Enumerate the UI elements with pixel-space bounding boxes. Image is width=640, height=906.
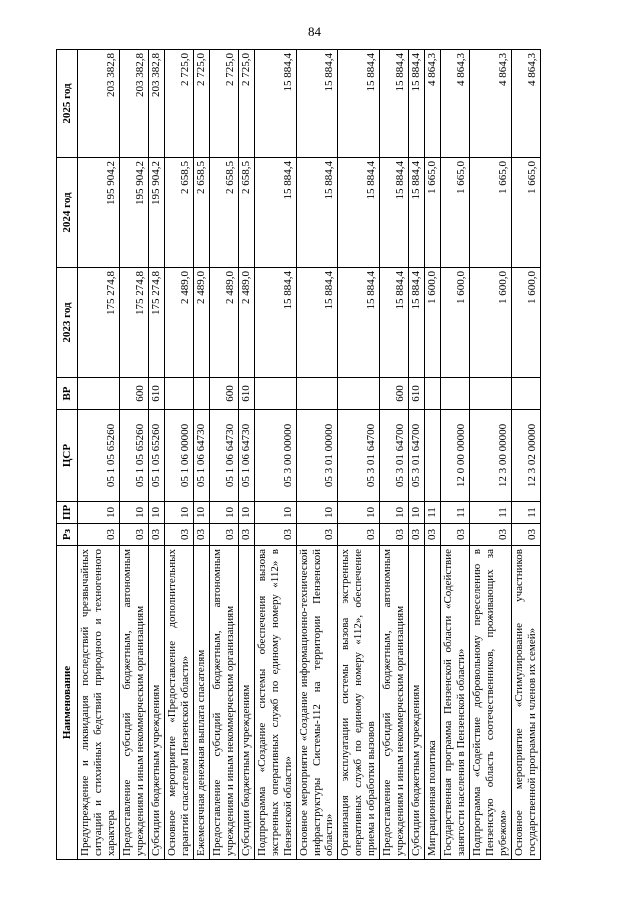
- page-number: 84: [308, 24, 321, 39]
- cell-csr: 05 1 05 65260: [148, 410, 164, 502]
- cell-vr: [164, 378, 193, 410]
- cell-2023: 2 489,0: [164, 268, 193, 378]
- cell-2023: 1 600,0: [512, 268, 541, 378]
- cell-2023: 15 884,4: [409, 268, 425, 378]
- cell-name: Субсидии бюджетным учреждениям: [238, 546, 254, 860]
- cell-rz: 03: [441, 524, 470, 546]
- cell-name: Субсидии бюджетным учреждениям: [148, 546, 164, 860]
- header-name: Наименование: [57, 546, 78, 860]
- cell-2024: 195 904,2: [119, 158, 148, 268]
- table-row: [209, 50, 238, 860]
- cell-vr: [338, 378, 380, 410]
- cell-2025: 4 864,3: [470, 50, 512, 158]
- cell-pr: 10: [164, 502, 193, 524]
- cell-2024: 2 658,5: [164, 158, 193, 268]
- cell-csr: 05 1 06 64730: [209, 410, 238, 502]
- cell-2024: 2 658,5: [238, 158, 254, 268]
- cell-csr: [425, 410, 441, 502]
- cell-rz: 03: [409, 524, 425, 546]
- cell-2025: 2 725,0: [238, 50, 254, 158]
- cell-2023: 2 489,0: [193, 268, 209, 378]
- cell-pr: 10: [78, 502, 120, 524]
- cell-csr: 05 1 05 65260: [119, 410, 148, 502]
- cell-2024: 15 884,4: [380, 158, 409, 268]
- cell-pr: 10: [338, 502, 380, 524]
- cell-name: Ежемесячная денежная выплата спасателям: [193, 546, 209, 860]
- cell-vr: 610: [409, 378, 425, 410]
- cell-csr: 05 1 05 65260: [78, 410, 120, 502]
- cell-vr: 610: [238, 378, 254, 410]
- cell-2023: 175 274,8: [148, 268, 164, 378]
- cell-vr: [512, 378, 541, 410]
- cell-vr: 600: [380, 378, 409, 410]
- cell-2024: 2 658,5: [193, 158, 209, 268]
- cell-vr: [296, 378, 338, 410]
- cell-pr: 10: [193, 502, 209, 524]
- cell-rz: 03: [470, 524, 512, 546]
- cell-2023: 15 884,4: [338, 268, 380, 378]
- cell-rz: 03: [254, 524, 296, 546]
- cell-name: Организация эксплуатации системы вызова экстренных оперативных служб по единому номеру «112», обеспечение приема и обработки вызовов: [338, 546, 380, 860]
- cell-vr: 600: [119, 378, 148, 410]
- cell-name: Предоставление субсидий бюджетным, автономным учреждениям и иным некоммерческим организациям: [380, 546, 409, 860]
- cell-name: Предупреждение и ликвидация последствий чрезвычайных ситуаций и стихийных бедствий природного и техногенного характера: [78, 546, 120, 860]
- header-2025: 2025 год: [57, 50, 78, 158]
- cell-2025: 15 884,4: [296, 50, 338, 158]
- cell-vr: 600: [209, 378, 238, 410]
- cell-pr: 10: [148, 502, 164, 524]
- cell-vr: [470, 378, 512, 410]
- cell-pr: 11: [512, 502, 541, 524]
- cell-rz: 03: [164, 524, 193, 546]
- cell-pr: 10: [238, 502, 254, 524]
- cell-pr: 10: [254, 502, 296, 524]
- cell-rz: 03: [425, 524, 441, 546]
- cell-pr: 10: [409, 502, 425, 524]
- cell-rz: 03: [193, 524, 209, 546]
- cell-csr: 05 1 06 00000: [164, 410, 193, 502]
- cell-csr: 05 3 01 64700: [380, 410, 409, 502]
- cell-2025: 203 382,8: [148, 50, 164, 158]
- header-rz: Рз: [57, 524, 78, 546]
- cell-2023: 175 274,8: [119, 268, 148, 378]
- cell-name: Предоставление субсидий бюджетным, автономным учреждениям и иным некоммерческим организациям: [119, 546, 148, 860]
- cell-rz: 03: [512, 524, 541, 546]
- cell-csr: 05 3 00 00000: [254, 410, 296, 502]
- cell-2023: 175 274,8: [78, 268, 120, 378]
- cell-2023: 1 600,0: [425, 268, 441, 378]
- table-row: [338, 50, 380, 860]
- table-row: [296, 50, 338, 860]
- table-header-row: [57, 50, 78, 860]
- header-vr: ВР: [57, 378, 78, 410]
- cell-name: Подпрограмма «Создание системы обеспечения вызова экстренных оперативных служб по единому номеру «112» в Пензенской области»: [254, 546, 296, 860]
- cell-vr: 610: [148, 378, 164, 410]
- cell-pr: 10: [380, 502, 409, 524]
- cell-pr: 10: [209, 502, 238, 524]
- header-2023: 2023 год: [57, 268, 78, 378]
- cell-rz: 03: [78, 524, 120, 546]
- cell-2024: 15 884,4: [254, 158, 296, 268]
- cell-2024: 1 665,0: [425, 158, 441, 268]
- cell-name: Основное мероприятие «Стимулирование участников государственной программы и членов их семей»: [512, 546, 541, 860]
- table-body: [78, 50, 541, 860]
- table-row: [470, 50, 512, 860]
- cell-rz: 03: [338, 524, 380, 546]
- table-row: [425, 50, 441, 860]
- cell-2024: 1 665,0: [470, 158, 512, 268]
- table-row: [441, 50, 470, 860]
- table-row: [238, 50, 254, 860]
- cell-vr: [425, 378, 441, 410]
- cell-pr: 11: [470, 502, 512, 524]
- cell-vr: [193, 378, 209, 410]
- cell-2025: 2 725,0: [164, 50, 193, 158]
- table-row: [193, 50, 209, 860]
- cell-2025: 203 382,8: [119, 50, 148, 158]
- table-row: [254, 50, 296, 860]
- table-row: [119, 50, 148, 860]
- cell-2024: 195 904,2: [78, 158, 120, 268]
- cell-name: Субсидии бюджетным учреждениям: [409, 546, 425, 860]
- cell-2023: 15 884,4: [296, 268, 338, 378]
- header-pr: ПР: [57, 502, 78, 524]
- cell-2023: 15 884,4: [254, 268, 296, 378]
- cell-2023: 1 600,0: [441, 268, 470, 378]
- cell-2025: 15 884,4: [409, 50, 425, 158]
- cell-rz: 03: [296, 524, 338, 546]
- cell-2024: 2 658,5: [209, 158, 238, 268]
- cell-2023: 2 489,0: [238, 268, 254, 378]
- cell-csr: 05 3 01 64700: [338, 410, 380, 502]
- cell-2025: 203 382,8: [78, 50, 120, 158]
- table-row: [512, 50, 541, 860]
- cell-2024: 1 665,0: [441, 158, 470, 268]
- cell-2025: 15 884,4: [254, 50, 296, 158]
- cell-vr: [78, 378, 120, 410]
- cell-2025: 2 725,0: [193, 50, 209, 158]
- cell-pr: 10: [296, 502, 338, 524]
- cell-2024: 15 884,4: [338, 158, 380, 268]
- cell-name: Подпрограмма «Содействие добровольному переселению в Пензенскую область соотечественников, проживающих за рубежом»: [470, 546, 512, 860]
- cell-name: Миграционная политика: [425, 546, 441, 860]
- cell-csr: 12 3 00 00000: [470, 410, 512, 502]
- cell-name: Основное мероприятие «Предоставление дополнительных гарантий спасателям Пензенской области»: [164, 546, 193, 860]
- cell-pr: 10: [119, 502, 148, 524]
- header-2024: 2024 год: [57, 158, 78, 268]
- cell-2023: 15 884,4: [380, 268, 409, 378]
- cell-rz: 03: [119, 524, 148, 546]
- table-row: [164, 50, 193, 860]
- cell-csr: 12 0 00 00000: [441, 410, 470, 502]
- cell-2025: 4 864,3: [425, 50, 441, 158]
- cell-2024: 15 884,4: [409, 158, 425, 268]
- cell-rz: 03: [380, 524, 409, 546]
- cell-pr: 11: [441, 502, 470, 524]
- cell-2024: 1 665,0: [512, 158, 541, 268]
- rotated-page-content: [56, 50, 580, 860]
- cell-2025: 15 884,4: [338, 50, 380, 158]
- table-row: [78, 50, 120, 860]
- cell-2025: 4 864,3: [512, 50, 541, 158]
- cell-csr: 05 1 06 64730: [238, 410, 254, 502]
- cell-2025: 4 864,3: [441, 50, 470, 158]
- cell-name: Основное мероприятие «Создание информационно-технической инфраструктуры Системы-112 на территории Пензенской области»: [296, 546, 338, 860]
- cell-2025: 15 884,4: [380, 50, 409, 158]
- cell-vr: [441, 378, 470, 410]
- cell-2024: 195 904,2: [148, 158, 164, 268]
- cell-2023: 1 600,0: [470, 268, 512, 378]
- budget-table: [56, 49, 541, 860]
- cell-rz: 03: [238, 524, 254, 546]
- table-row: [409, 50, 425, 860]
- table-row: [380, 50, 409, 860]
- cell-csr: 05 3 01 64700: [409, 410, 425, 502]
- table-row: [148, 50, 164, 860]
- cell-name: Предоставление субсидий бюджетным, автономным учреждениям и иным некоммерческим организациям: [209, 546, 238, 860]
- cell-csr: 05 3 01 00000: [296, 410, 338, 502]
- cell-2025: 2 725,0: [209, 50, 238, 158]
- cell-csr: 05 1 06 64730: [193, 410, 209, 502]
- cell-2023: 2 489,0: [209, 268, 238, 378]
- cell-csr: 12 3 02 00000: [512, 410, 541, 502]
- cell-name: Государственная программа Пензенской области «Содействие занятости населения в Пензенской области»: [441, 546, 470, 860]
- cell-vr: [254, 378, 296, 410]
- cell-pr: 11: [425, 502, 441, 524]
- header-csr: ЦСР: [57, 410, 78, 502]
- cell-rz: 03: [209, 524, 238, 546]
- cell-rz: 03: [148, 524, 164, 546]
- cell-2024: 15 884,4: [296, 158, 338, 268]
